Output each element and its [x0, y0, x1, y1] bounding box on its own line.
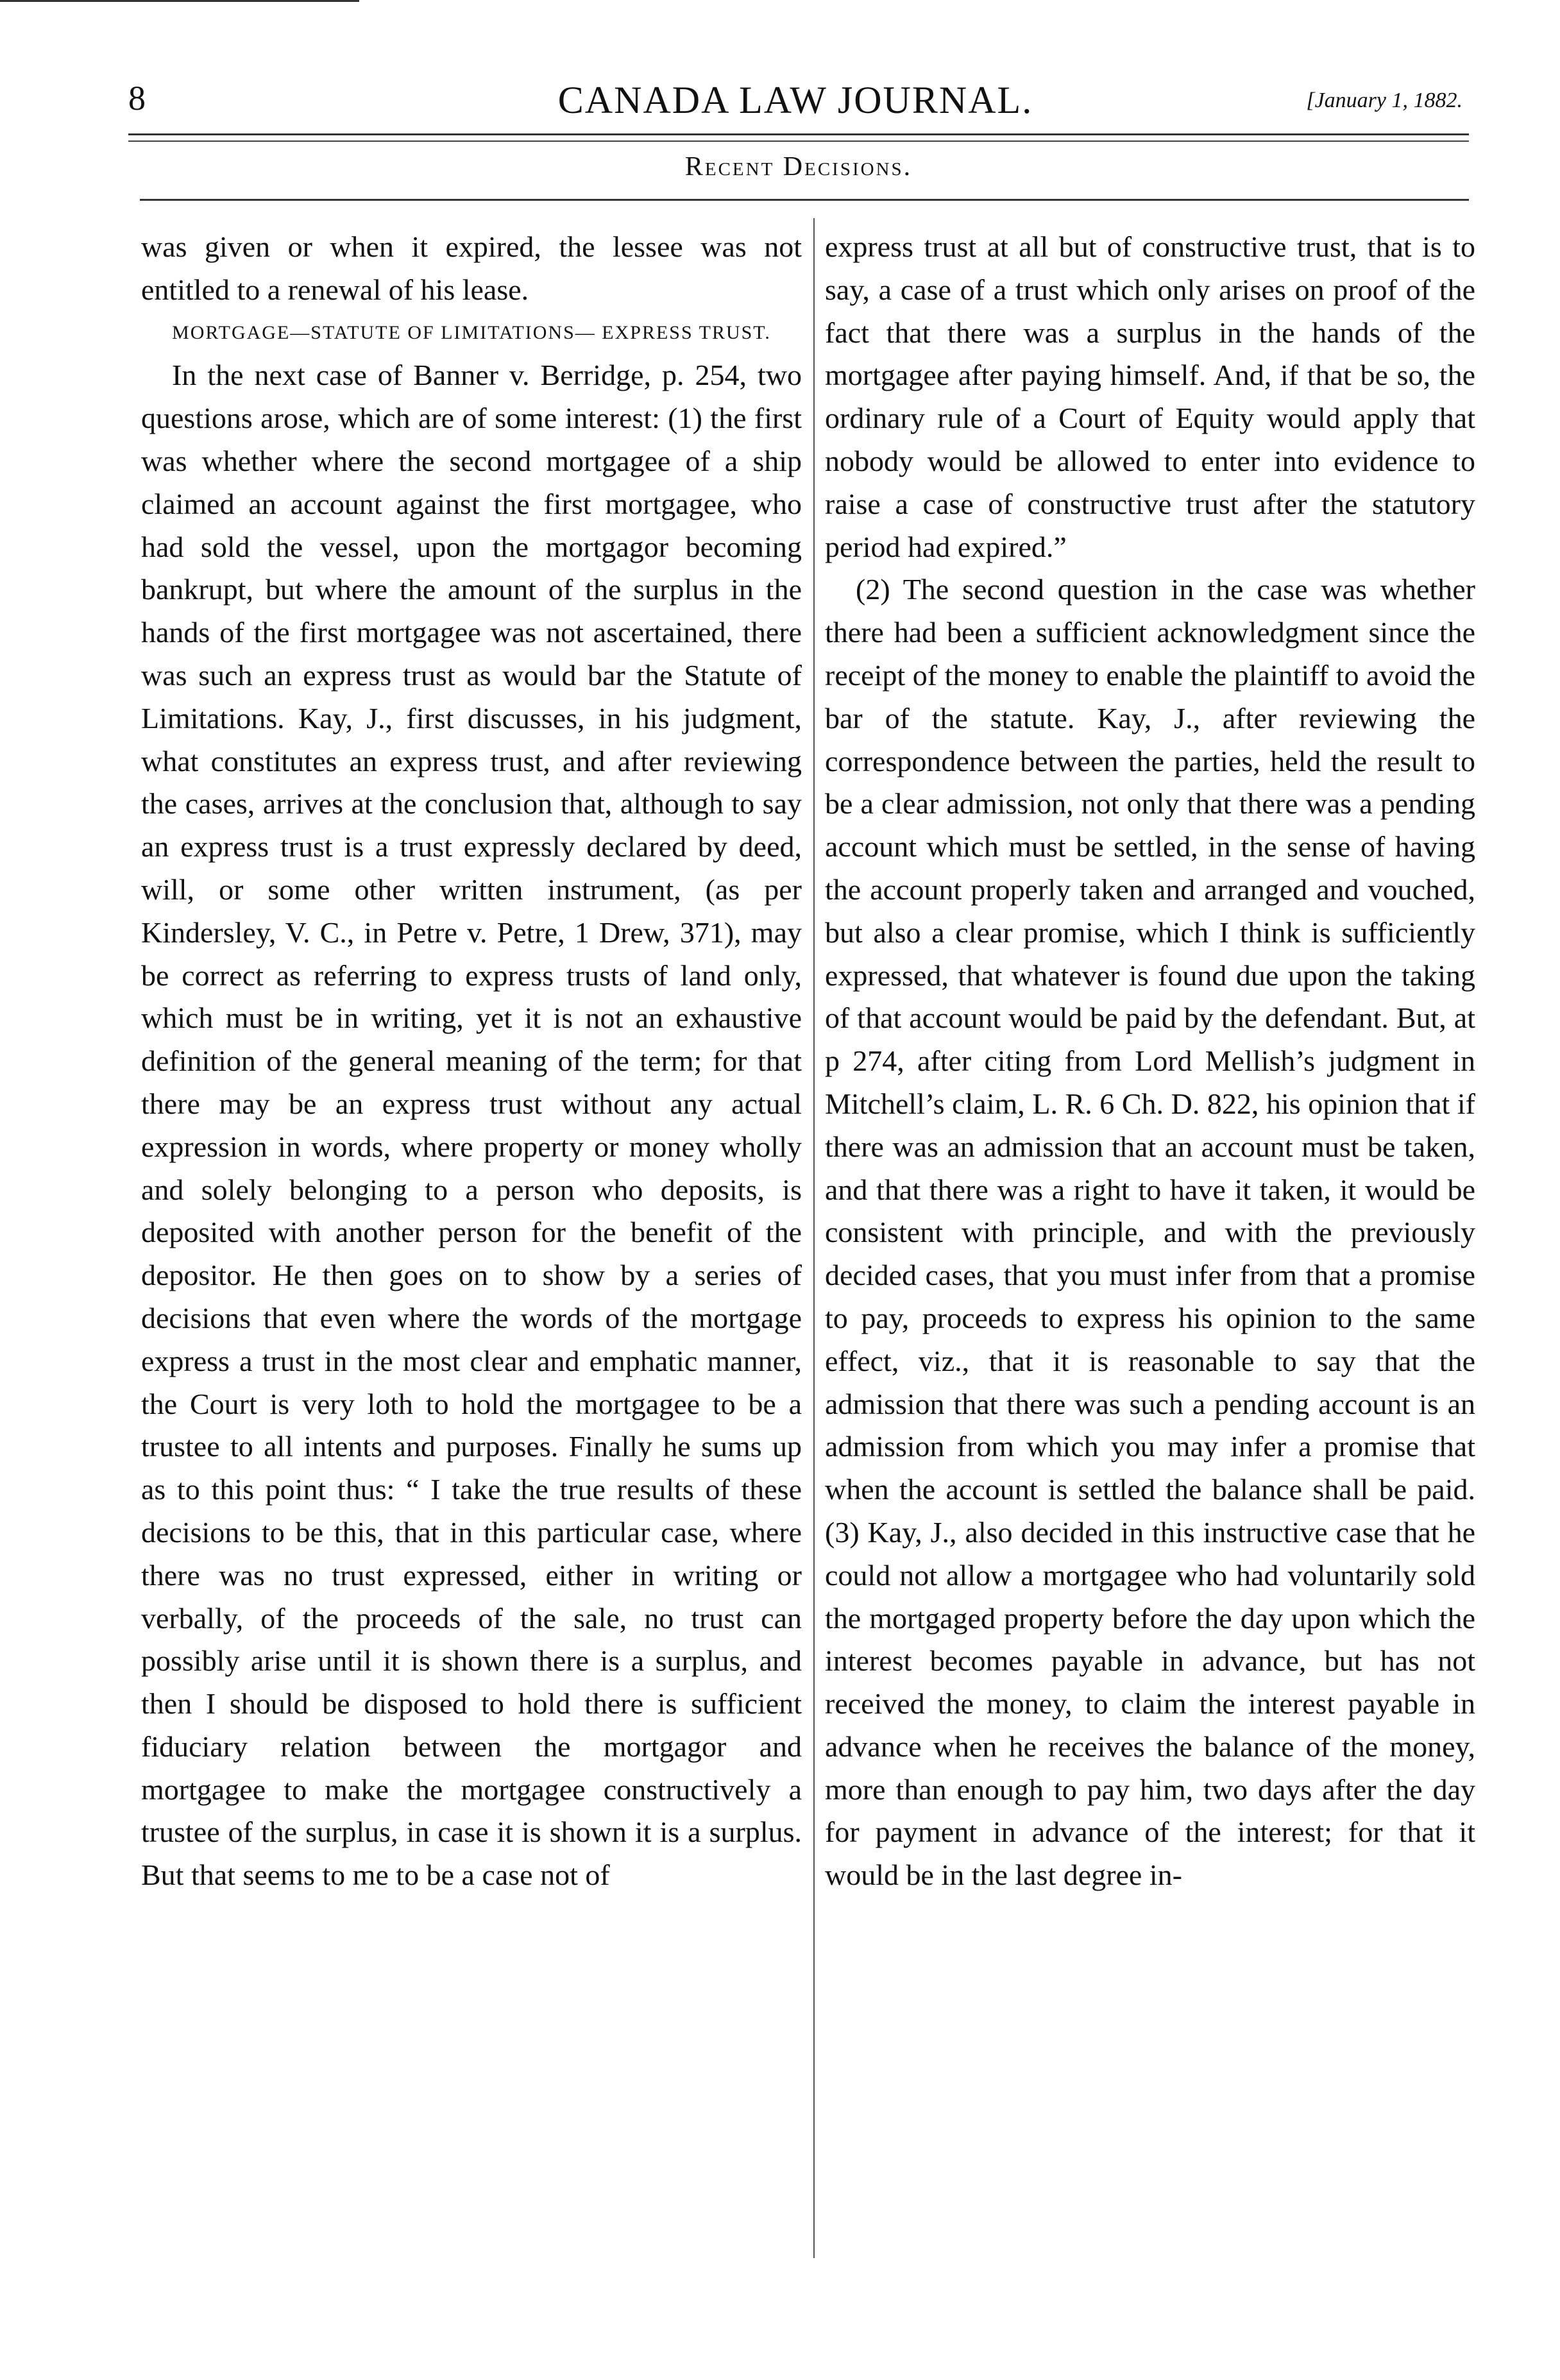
paragraph: (2) The second question in the case was whether there had been a sufficient acknowledgment since the receipt of the money to enable the plaintiff to avoid the bar of the statute. Kay, J., after reviewing the correspondence between the parties, held the result to be a clear admission, not only that there was a pending account which must be settled, in the sense of having the account properly taken and arranged and vouched, but also a clear promise, which I think is sufficiently expressed, that whatever is found due upon the taking of that account would be paid by the defendant. But, at p 274, after citing from Lord Mellish’s judgment in Mitchell’s claim, L. R. 6 Ch. D. 822, his opinion that if there was an admission that an account must be taken, and that there was a right to have it taken, it would be consistent with principle, and with the previously decided cases, that you must infer from that a promise to pay, proceeds to express his opinion to the same effect, viz., that it is reasonable to say that the admission that there was such a pending account is an admission from which you may infer a promise that when the account is settled the balance shall be paid. (3) Kay, J., also decided in this instructive case that he could not allow a mortgagee who had voluntarily sold the mortgaged property before the day upon which the interest becomes payable in advance, but has not received the money, to claim the interest payable in advance when he receives the balance of the money, more than enough to pay him, two days after the day for payment in advance of the interest; for that it would be in the last degree in-: [825, 573, 1475, 1892]
issue-date: [January 1, 1882.: [1306, 89, 1462, 112]
paragraph: In the next case of Banner v. Berridge, p. 254, two questions arose, which are of some interest: (1) the first was whether where the second mortgagee of a ship claimed an account against the first mortgagee, who had sold the vessel, upon the mortgagor becoming bankrupt, but where the amount of the surplus in the hands of the first mortgagee was not ascertained, there was such an express trust as would bar the Statute of Limitations. Kay, J., first discusses, in his judgment, what constitutes an express trust, and after reviewing the cases, arrives at the conclusion that, although to say an express trust is a trust expressly declared by deed, will, or some other written instrument, (as per Kindersley, V. C., in Petre v. Petre, 1 Drew, 371), may be correct as referring to express trusts of land only, which must be in writing, yet it is not an exhaustive definition of the general meaning of the term; for that there may be an express trust without any actual expression in words, where property or money wholly and solely belonging to a person who deposits, is deposited with another person for the benefit of the depositor. He then goes on to show by a series of decisions that even where the words of the mortgage express a trust in the most clear and emphatic manner, the Court is very loth to hold the mortgagee to be a trustee to all intents and purposes. Finally he sums up as to this point thus: “ I take the true results of these decisions to be this, that in this particular case, where there was no trust expressed, either in writing or verbally, of the proceeds of the sale, no trust can possibly arise until it is shown there is a surplus, and then I should be disposed to hold there is sufficient fiduciary relation between the mortgagor and mortgagee to make the mortgagee constructively a trustee of the surplus, in case it is shown it is a surplus. But that seems to me to be a case not of: [141, 359, 802, 1892]
top-rule: [0, 0, 359, 2]
column-divider: [813, 218, 815, 2258]
paragraph: express trust at all but of constructive trust, that is to say, a case of a trust which only arises on proof of the fact that there was a surplus in the hands of the mortgagee after paying himself. And, if that be so, the ordinary rule of a Court of Equity would apply that nobody would be allowed to enter into evidence to raise a case of constructive trust after the statutory period had expired.”: [825, 230, 1475, 563]
page-header: [122, 76, 1469, 127]
case-heading: MORTGAGE—STATUTE OF LIMITATIONS— EXPRESS TRUST.: [172, 321, 771, 343]
section-rule: [140, 199, 1469, 201]
paragraph: was given or when it expired, the lessee was not entitled to a renewal of his lease.: [141, 230, 802, 306]
header-rule: [128, 133, 1469, 142]
right-column: [825, 226, 1475, 2343]
page-number: 8: [128, 79, 146, 117]
left-column: [141, 226, 802, 2343]
journal-title: CANADA LAW JOURNAL.: [557, 79, 1033, 121]
section-title: Recent Decisions.: [684, 152, 913, 182]
